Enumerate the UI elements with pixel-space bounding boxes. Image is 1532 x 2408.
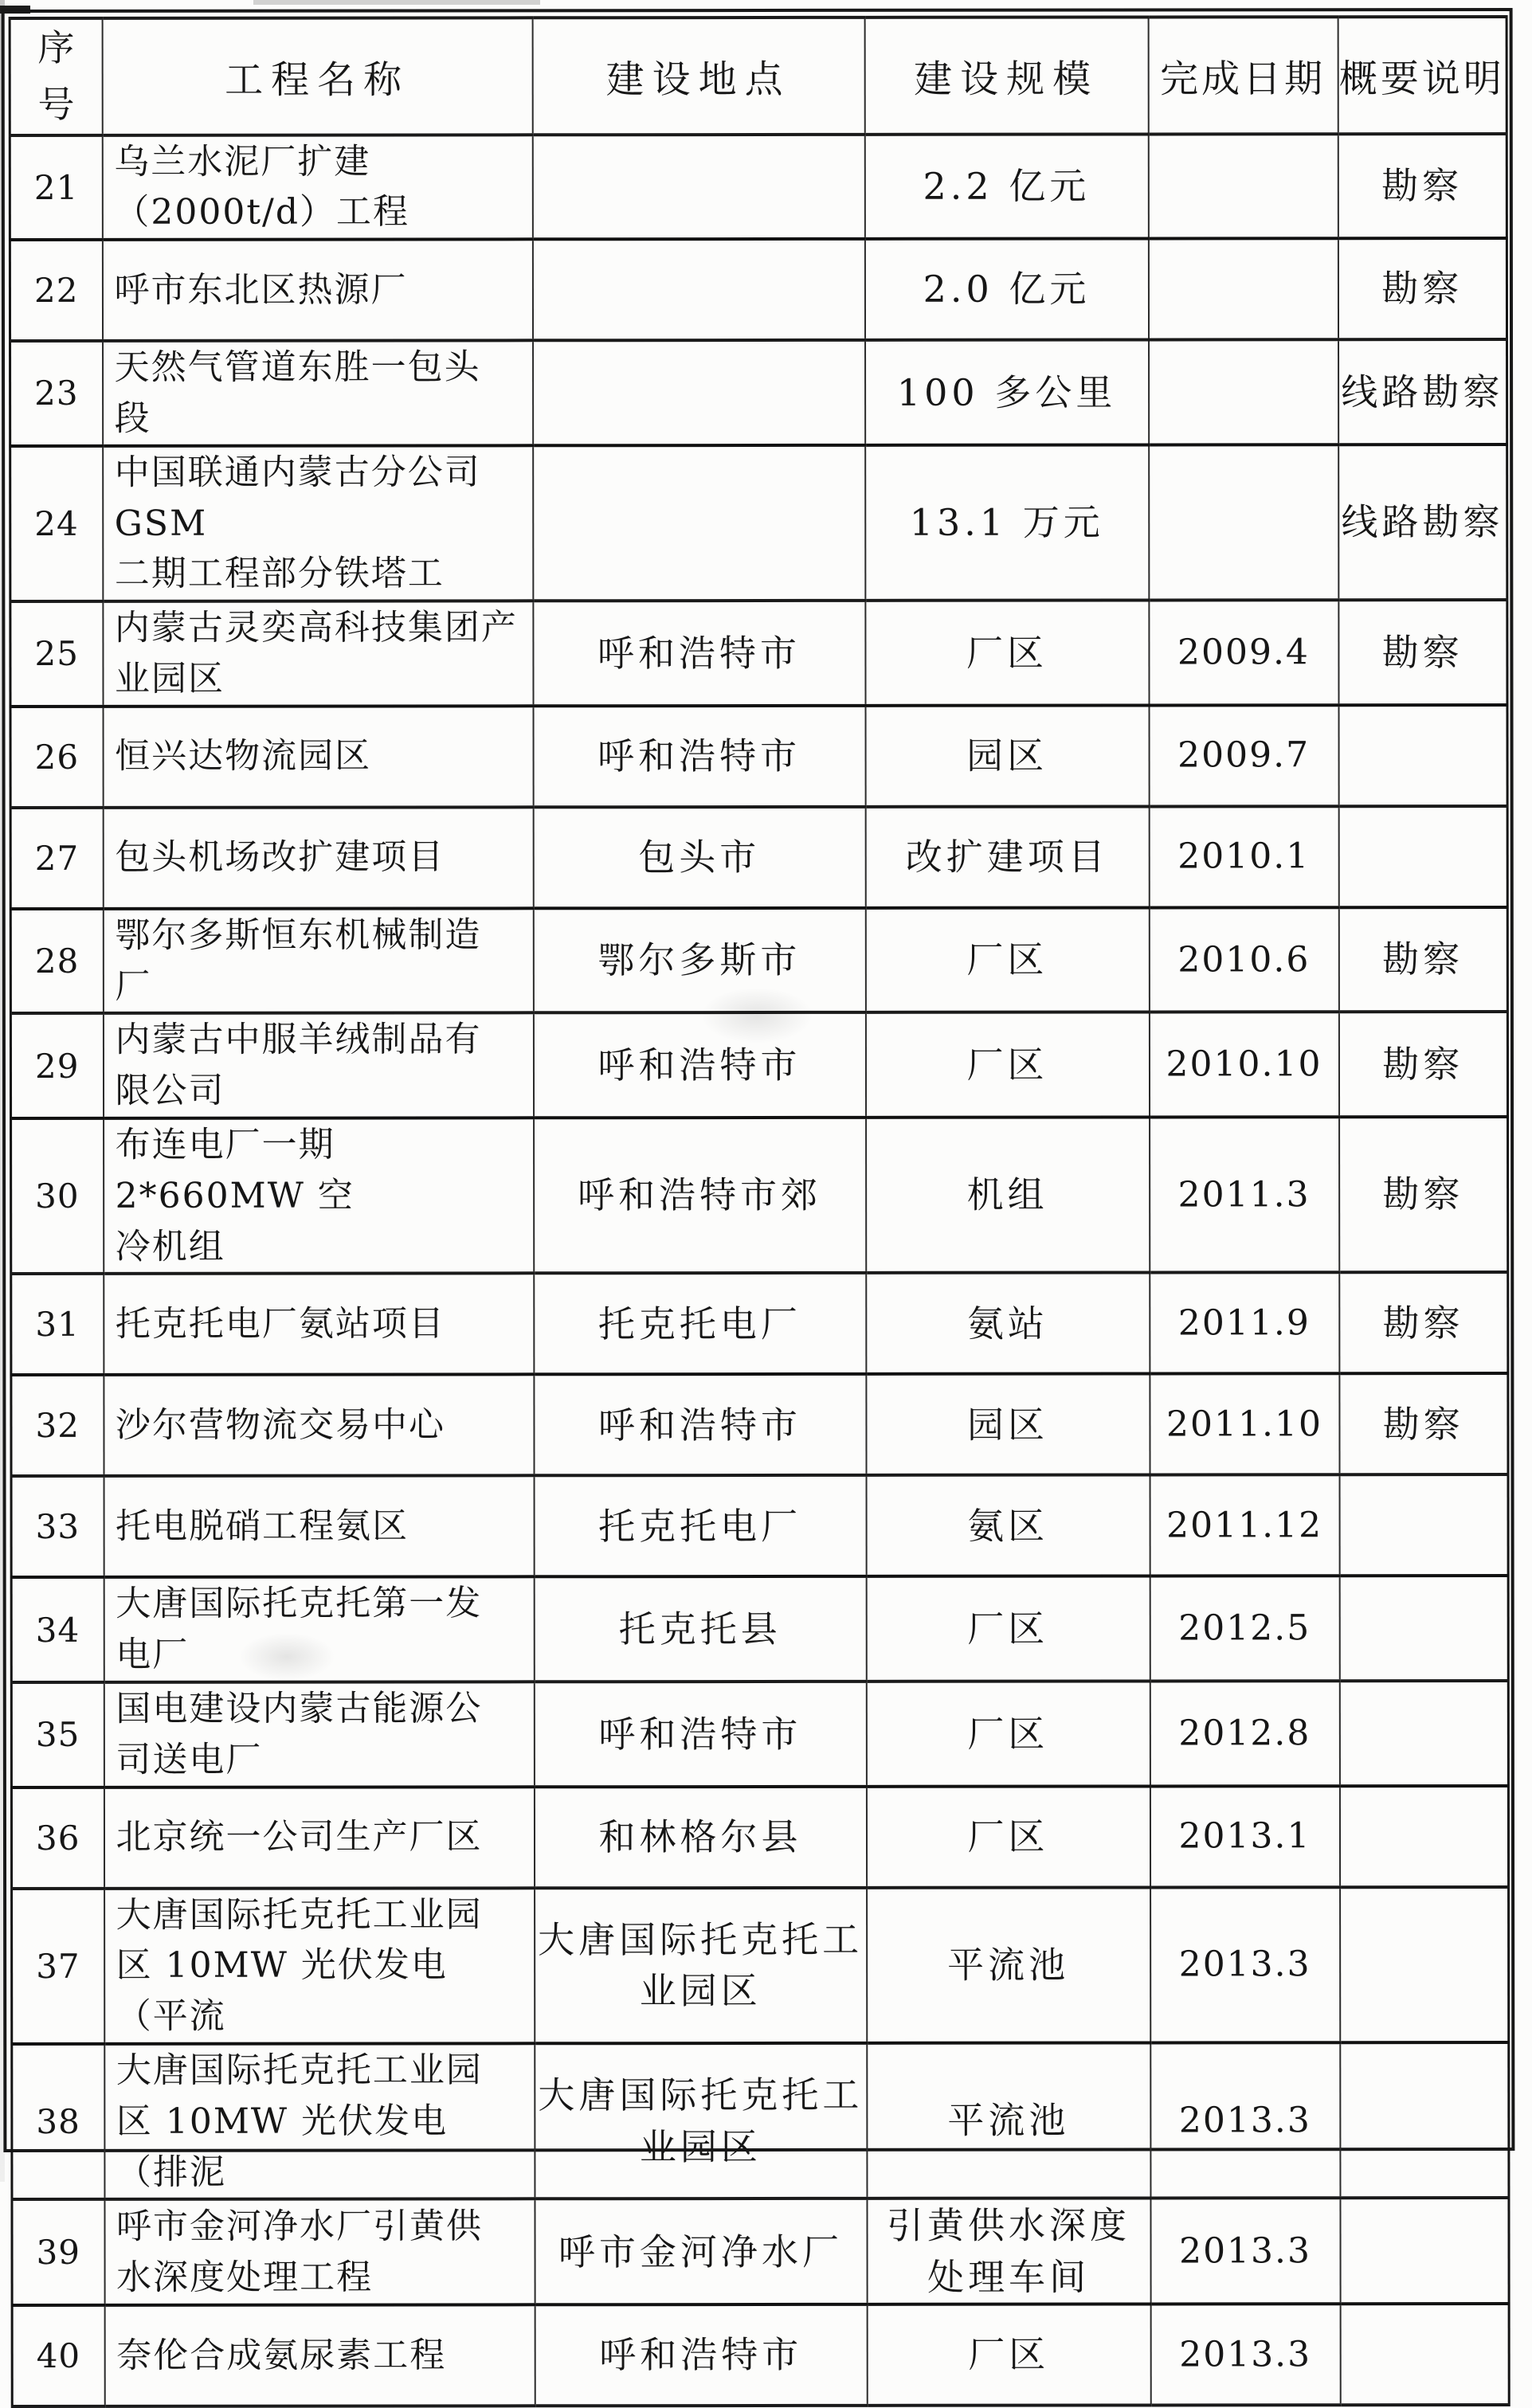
- cell-scale: 园区: [865, 705, 1149, 806]
- cell-date: 2013.1: [1150, 1786, 1339, 1887]
- table-row: [10, 600, 1507, 707]
- cell-serial: 21: [10, 135, 102, 240]
- cell-summary: [1339, 1786, 1508, 1887]
- cell-serial: 32: [11, 1375, 104, 1476]
- cell-serial: 26: [10, 707, 103, 808]
- cell-summary: 勘察: [1338, 600, 1507, 705]
- cell-date: 2013.3: [1150, 2304, 1340, 2405]
- cell-scale: 氨站: [866, 1273, 1150, 1374]
- cell-summary: [1340, 2198, 1509, 2304]
- cell-date: 2011.3: [1150, 1117, 1339, 1273]
- cell-location: 呼和浩特市: [534, 1682, 866, 1787]
- cell-serial: 30: [11, 1118, 104, 1274]
- cell-summary: [1339, 1576, 1508, 1681]
- cell-summary: [1340, 1887, 1509, 2043]
- cell-serial: 31: [11, 1274, 104, 1375]
- cell-summary: 勘察: [1339, 1373, 1508, 1474]
- table-row: [12, 2304, 1509, 2406]
- cell-summary: [1340, 2304, 1509, 2405]
- cell-location: [533, 445, 865, 601]
- cell-project-name: 乌兰水泥厂扩建 （2000t/d）工程: [102, 135, 532, 240]
- table-row: [11, 1117, 1508, 1274]
- cell-summary: 勘察: [1338, 907, 1507, 1012]
- table-outer-frame: [2, 8, 1515, 2377]
- cell-date: [1148, 238, 1338, 339]
- cell-date: 2009.4: [1149, 600, 1338, 705]
- cell-scale: 厂区: [866, 1576, 1150, 1682]
- cell-project-name: 布连电厂一期 2*660MW 空 冷机组: [104, 1118, 534, 1274]
- cell-summary: [1338, 806, 1507, 907]
- table-row: [11, 1272, 1508, 1375]
- header-row: [10, 17, 1507, 135]
- cell-serial: 37: [12, 1888, 104, 2044]
- cell-scale: 平流池: [867, 2042, 1150, 2199]
- table-row: [10, 238, 1507, 341]
- column-header-location: 建设地点: [532, 18, 864, 135]
- cell-summary: 线路勘察: [1338, 339, 1507, 444]
- cell-date: 2011.12: [1150, 1475, 1339, 1576]
- cell-project-name: 天然气管道东胜一包头 段: [103, 340, 533, 445]
- projects-table: [9, 15, 1510, 2408]
- cell-location: 呼和浩特市: [533, 601, 865, 706]
- cell-location: 托克托县: [534, 1576, 866, 1682]
- column-header-scale: 建设规模: [864, 17, 1148, 134]
- column-header-project-name: 工程名称: [102, 18, 532, 135]
- cell-date: 2010.1: [1149, 806, 1338, 907]
- cell-project-name: 国电建设内蒙古能源公 司送电厂: [104, 1682, 534, 1787]
- cell-location: 呼和浩特市郊: [534, 1118, 866, 1274]
- cell-serial: 28: [10, 909, 103, 1014]
- cell-scale: 氨区: [866, 1475, 1150, 1576]
- cell-scale: 园区: [866, 1374, 1150, 1475]
- cell-project-name: 中国联通内蒙古分公司 GSM 二期工程部分铁塔工: [103, 445, 533, 601]
- cell-project-name: 托克托电厂氨站项目: [104, 1274, 534, 1376]
- cell-serial: 27: [10, 808, 103, 909]
- cell-project-name: 内蒙古中服羊绒制品有 限公司: [103, 1013, 533, 1118]
- cell-scale: 改扩建项目: [865, 806, 1149, 907]
- cell-project-name: 内蒙古灵奕高科技集团产 业园区: [103, 601, 533, 706]
- cell-serial: 39: [12, 2199, 104, 2305]
- cell-summary: [1338, 705, 1507, 806]
- table-row: [11, 1576, 1508, 1682]
- cell-location: 托克托电厂: [534, 1475, 866, 1576]
- table-row: [11, 1786, 1508, 1889]
- cell-serial: 38: [12, 2044, 104, 2200]
- cell-date: 2010.10: [1149, 1012, 1338, 1118]
- cell-date: 2013.3: [1150, 2042, 1340, 2199]
- cell-scale: 100 多公里: [865, 340, 1149, 445]
- cell-location: 鄂尔多斯市: [533, 908, 865, 1013]
- cell-location: 大唐国际托克托工 业园区: [535, 2043, 867, 2199]
- cell-scale: 13.1 万元: [865, 444, 1149, 601]
- cell-summary: 勘察: [1338, 238, 1507, 339]
- cell-serial: 40: [12, 2305, 104, 2406]
- cell-project-name: 北京统一公司生产厂区: [104, 1787, 534, 1889]
- cell-location: [532, 134, 864, 239]
- table-row: [12, 2042, 1509, 2199]
- table-row: [10, 907, 1507, 1014]
- cell-date: 2009.7: [1149, 705, 1338, 806]
- cell-scale: 2.0 亿元: [864, 239, 1148, 340]
- column-header-completion-date: 完成日期: [1148, 17, 1338, 134]
- cell-serial: 33: [11, 1476, 104, 1577]
- cell-location: 包头市: [533, 807, 865, 908]
- cell-location: 大唐国际托克托工 业园区: [535, 1887, 867, 2043]
- table-row: [10, 339, 1507, 446]
- cell-date: 2010.6: [1149, 907, 1338, 1012]
- cell-location: 呼和浩特市: [535, 2304, 867, 2406]
- cell-serial: 34: [11, 1577, 104, 1682]
- table-row: [12, 2198, 1509, 2305]
- cell-project-name: 鄂尔多斯恒东机械制造 厂: [103, 908, 533, 1013]
- cell-scale: 平流池: [867, 1887, 1150, 2043]
- cell-location: 呼和浩特市: [534, 1374, 866, 1475]
- cell-date: [1149, 444, 1338, 601]
- cell-scale: 机组: [866, 1117, 1150, 1273]
- cell-date: 2012.5: [1150, 1576, 1339, 1682]
- cell-serial: 36: [11, 1787, 104, 1888]
- table-row: [12, 1887, 1509, 2044]
- cell-project-name: 大唐国际托克托工业园 区 10MW 光伏发电（排泥: [104, 2043, 535, 2199]
- table-row: [11, 1474, 1508, 1577]
- cell-date: 2011.10: [1150, 1374, 1339, 1475]
- cell-location: 呼和浩特市: [533, 1012, 865, 1118]
- cell-summary: 勘察: [1338, 134, 1507, 239]
- cell-project-name: 大唐国际托克托工业园 区 10MW 光伏发电（平流: [104, 1888, 535, 2044]
- cell-scale: 厂区: [866, 1681, 1150, 1786]
- table-row: [10, 134, 1507, 241]
- column-header-summary: 概要说明: [1338, 17, 1507, 134]
- cell-summary: [1340, 2042, 1509, 2199]
- table-row: [11, 1373, 1508, 1476]
- cell-serial: 24: [10, 446, 103, 602]
- cell-scale: 厂区: [867, 2304, 1150, 2406]
- cell-project-name: 呼市东北区热源厂: [102, 239, 532, 341]
- cell-summary: [1339, 1474, 1508, 1576]
- cell-project-name: 托电脱硝工程氨区: [104, 1476, 534, 1578]
- cell-scale: 2.2 亿元: [864, 134, 1148, 239]
- table-row: [10, 1012, 1507, 1118]
- cell-date: 2011.9: [1150, 1273, 1339, 1374]
- column-header-serial: [10, 18, 102, 135]
- table-row: [10, 806, 1507, 909]
- cell-scale: 厂区: [865, 1012, 1149, 1118]
- cell-summary: 勘察: [1339, 1272, 1508, 1373]
- cell-serial: 29: [10, 1013, 103, 1118]
- cell-date: 2013.3: [1150, 1887, 1340, 2043]
- table-row: [11, 1681, 1508, 1787]
- cell-location: 托克托电厂: [534, 1273, 866, 1374]
- cell-scale: 厂区: [865, 601, 1149, 706]
- cell-date: 2013.3: [1150, 2199, 1340, 2304]
- cell-location: [533, 340, 865, 445]
- cell-date: [1149, 339, 1338, 444]
- cell-location: 呼市金河净水厂: [535, 2199, 867, 2304]
- cell-project-name: 大唐国际托克托第一发 电厂: [104, 1577, 534, 1682]
- cell-project-name: 奈伦合成氨尿素工程: [104, 2304, 535, 2406]
- cell-date: [1148, 134, 1338, 239]
- cell-project-name: 包头机场改扩建项目: [103, 807, 533, 909]
- cell-summary: 勘察: [1339, 1117, 1508, 1273]
- cell-location: 呼和浩特市: [533, 706, 865, 807]
- table-row: [10, 444, 1507, 601]
- cell-scale: 厂区: [866, 1786, 1150, 1887]
- cell-project-name: 恒兴达物流园区: [103, 706, 533, 808]
- cell-summary: 线路勘察: [1338, 444, 1507, 601]
- cell-location: [532, 239, 864, 340]
- cell-project-name: 沙尔营物流交易中心: [104, 1375, 534, 1477]
- cell-scale: 厂区: [865, 907, 1149, 1012]
- cell-serial: 25: [10, 601, 103, 707]
- cell-project-name: 呼市金河净水厂引黄供 水深度处理工程: [104, 2199, 535, 2305]
- cell-serial: 22: [10, 240, 102, 341]
- cell-date: 2012.8: [1150, 1681, 1339, 1786]
- cell-summary: 勘察: [1338, 1012, 1507, 1117]
- cell-location: 和林格尔县: [534, 1786, 866, 1887]
- cell-serial: 35: [11, 1682, 104, 1787]
- column-header-serial-label: 序号: [37, 25, 75, 127]
- table-row: [10, 705, 1507, 808]
- cell-scale: 引黄供水深度 处理车间: [867, 2199, 1150, 2304]
- scan-streak-artifact: [253, 0, 540, 5]
- cell-serial: 23: [10, 341, 103, 446]
- cell-summary: [1339, 1681, 1508, 1786]
